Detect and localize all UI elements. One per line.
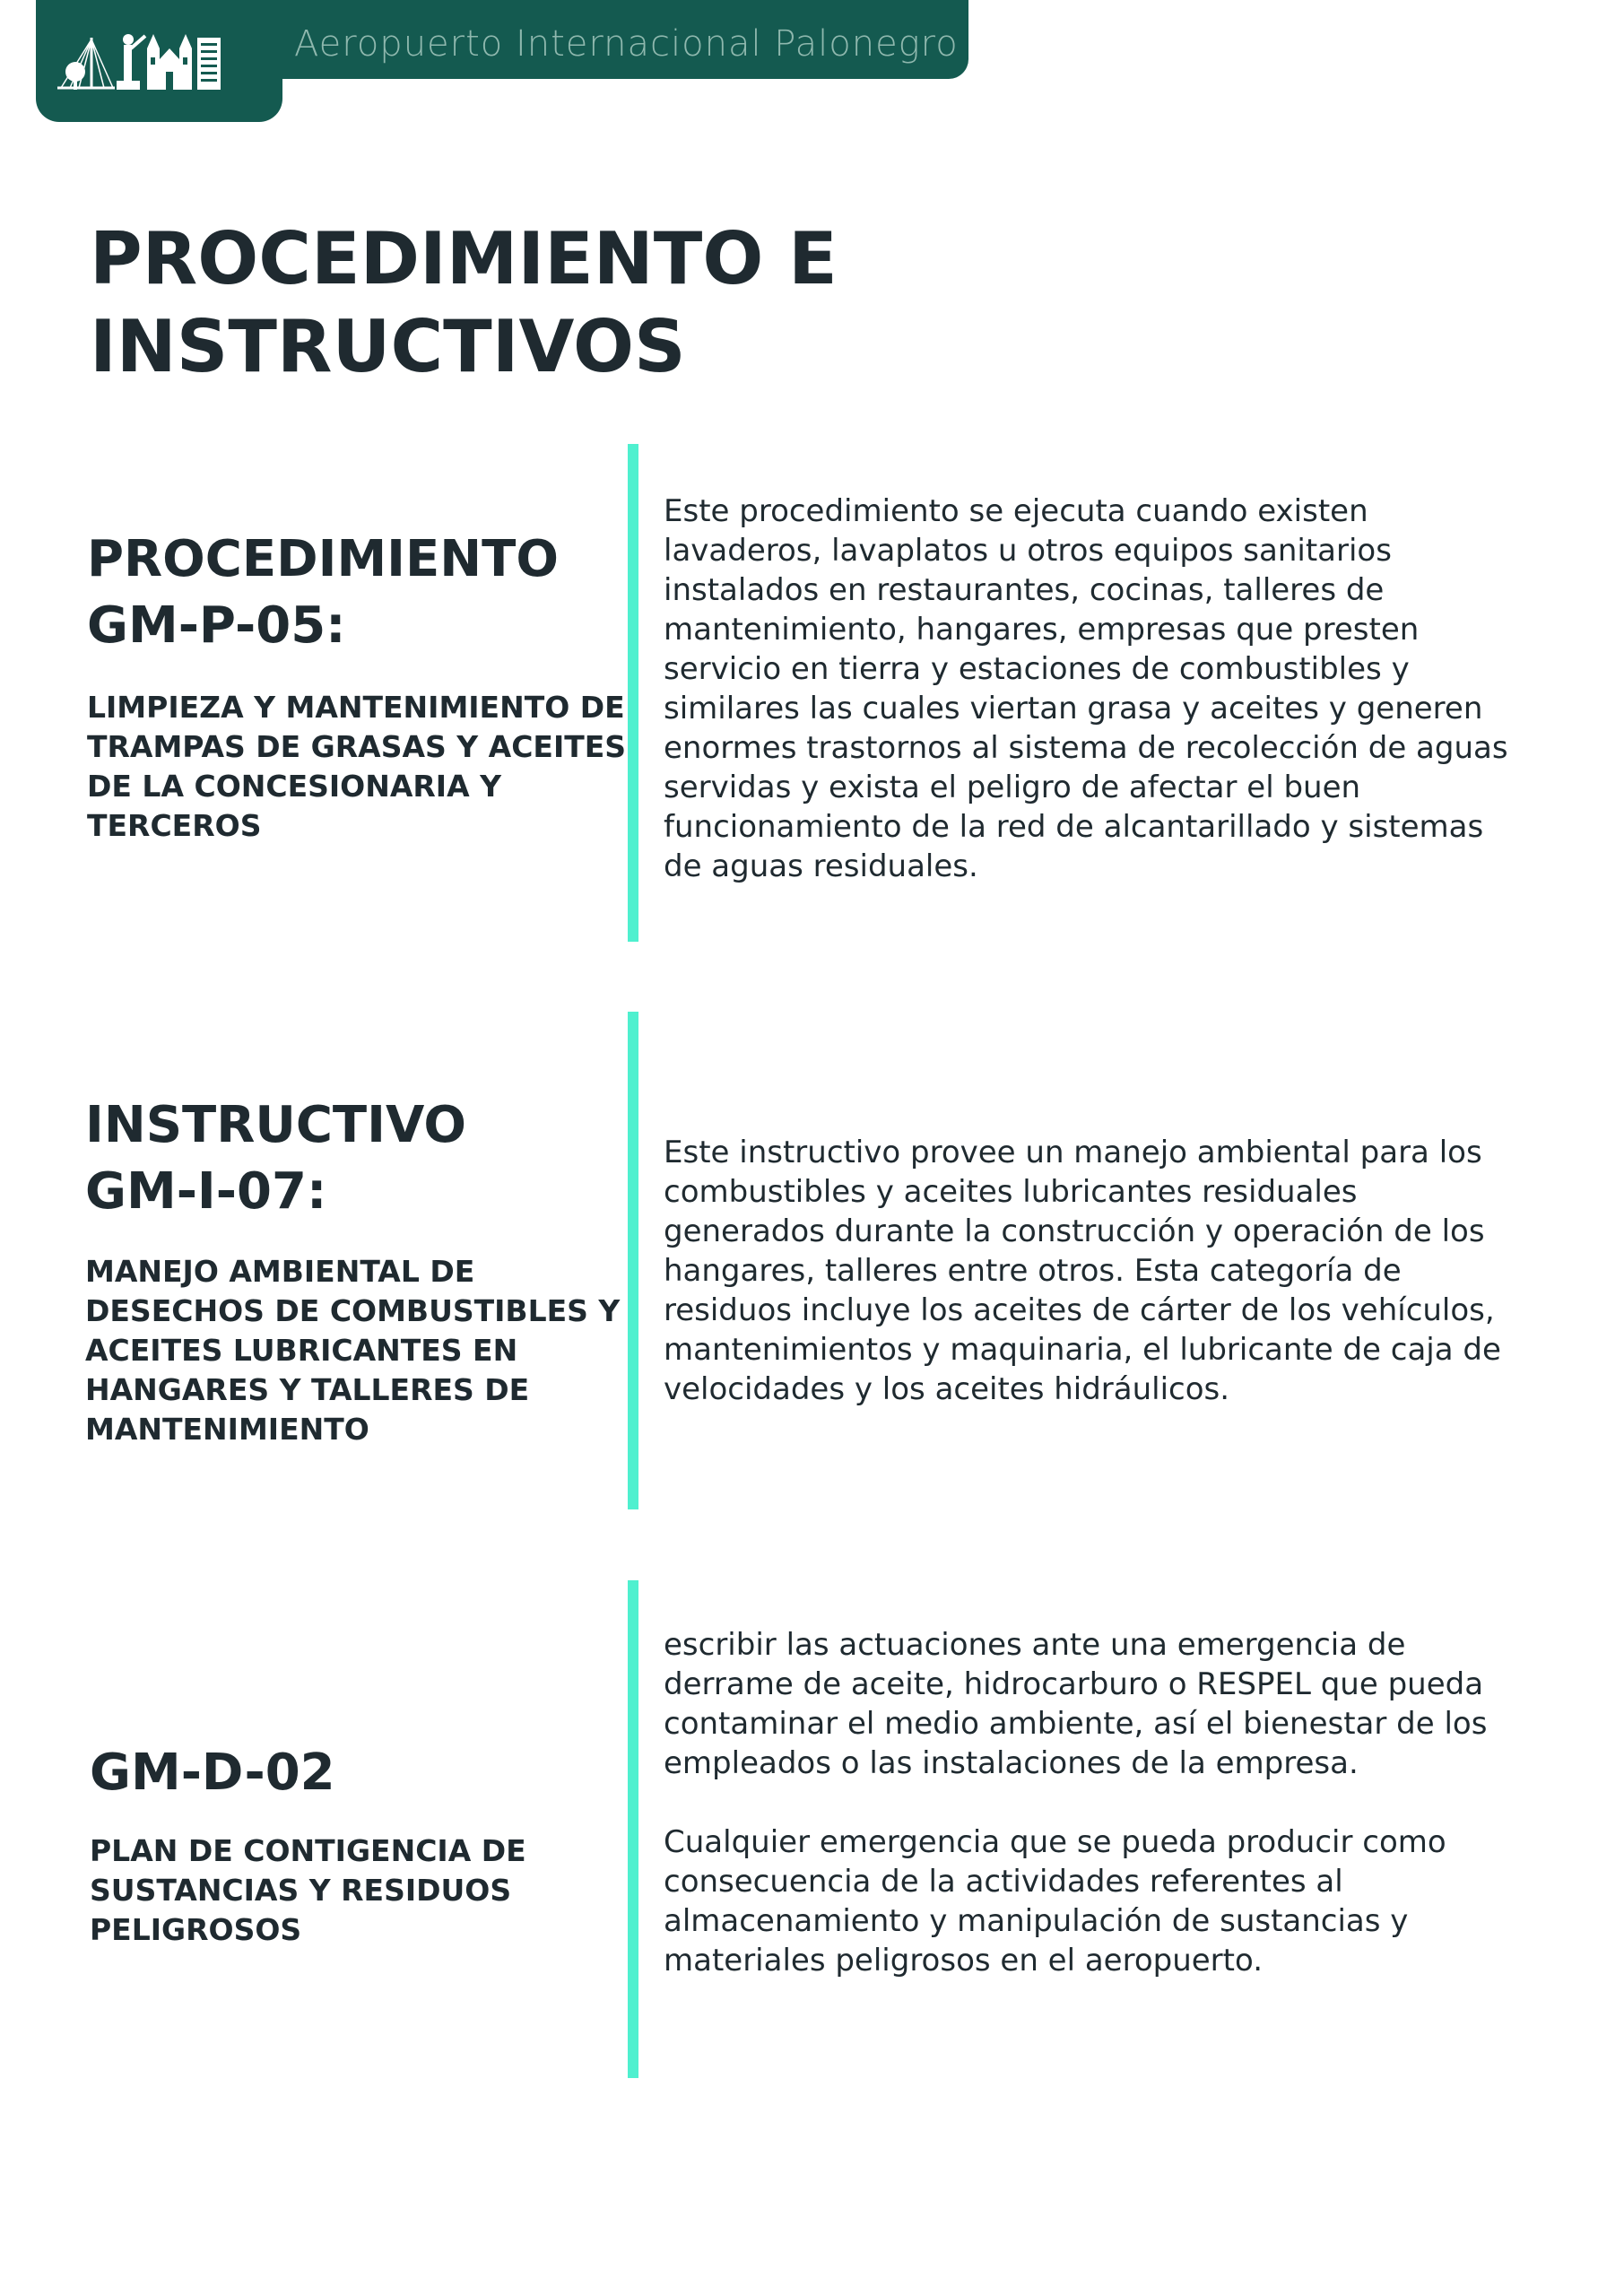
- description-line: lavaderos, lavaplatos u otros equipos sanitarios: [664, 533, 1392, 569]
- document-subtitle: [87, 688, 625, 846]
- document-subtitle: [90, 1831, 628, 1950]
- description-line: combustibles y aceites lubricantes residuales: [664, 1174, 1358, 1210]
- description-line: funcionamiento de la red de alcantarillado y sistemas: [664, 809, 1484, 845]
- description-line: almacenamiento y manipulación de sustancias y: [664, 1903, 1409, 1939]
- section-gm-p-05: [0, 444, 1624, 946]
- accent-divider: [628, 1012, 638, 1509]
- description-line: Cualquier emergencia que se pueda producir como: [664, 1824, 1446, 1860]
- subtitle-line: DESECHOS DE COMBUSTIBLES Y: [85, 1293, 621, 1328]
- paragraph-gap: [664, 1783, 1596, 1822]
- subtitle-line: MANTENIMIENTO: [85, 1412, 369, 1447]
- description-line: generados durante la construcción y operación de los: [664, 1213, 1485, 1249]
- document-code: [85, 1092, 623, 1225]
- document-code-line: GM-P-05:: [87, 596, 346, 655]
- description-line: escribir las actuaciones ante una emergencia de: [664, 1627, 1406, 1663]
- description-line: consecuencia de la actividades referentes al: [664, 1864, 1343, 1900]
- description-line: Este procedimiento se ejecuta cuando existen: [664, 493, 1368, 529]
- logo: [36, 0, 282, 122]
- section-heading: [87, 526, 625, 846]
- description-line: contaminar el medio ambiente, así el bienestar de los: [664, 1706, 1488, 1742]
- document-code: [90, 1740, 628, 1806]
- document-code-line: GM-D-02: [90, 1744, 335, 1802]
- section-heading: [85, 1092, 623, 1449]
- description-line: materiales peligrosos en el aeropuerto.: [664, 1943, 1263, 1979]
- subtitle-line: PELIGROSOS: [90, 1912, 302, 1947]
- section-gm-d-02: [0, 1580, 1624, 2083]
- document-subtitle: [85, 1252, 623, 1449]
- airport-name: Aeropuerto Internacional Palonegro: [294, 23, 959, 65]
- subtitle-line: PLAN DE CONTIGENCIA DE: [90, 1833, 526, 1868]
- description-line: servidas y exista el peligro de afectar el buen: [664, 770, 1361, 805]
- description-line: servicio en tierra y estaciones de combustibles y: [664, 651, 1410, 687]
- description-line: residuos incluye los aceites de cárter de los vehículos,: [664, 1292, 1495, 1328]
- page-title-line: PROCEDIMIENTO E: [90, 217, 838, 300]
- document-code: [87, 526, 625, 659]
- section-description: [664, 1625, 1596, 1980]
- document-code-line: GM-I-07:: [85, 1162, 327, 1221]
- subtitle-line: HANGARES Y TALLERES DE: [85, 1372, 530, 1407]
- description-line: mantenimientos y maquinaria, el lubricante de caja de: [664, 1332, 1501, 1368]
- accent-divider: [628, 444, 638, 942]
- description-line: Este instructivo provee un manejo ambiental para los: [664, 1135, 1482, 1170]
- section-heading: [90, 1740, 628, 1950]
- page-title: [90, 215, 986, 391]
- subtitle-line: DE LA CONCESIONARIA Y: [87, 769, 501, 804]
- page-title-line: INSTRUCTIVOS: [90, 305, 686, 388]
- section-description: [664, 1133, 1596, 1409]
- description-line: similares las cuales viertan grasa y aceites y generen: [664, 691, 1483, 726]
- subtitle-line: MANEJO AMBIENTAL DE: [85, 1254, 475, 1289]
- description-line: de aguas residuales.: [664, 848, 978, 884]
- description-line: instalados en restaurantes, cocinas, talleres de: [664, 572, 1385, 608]
- subtitle-line: LIMPIEZA Y MANTENIMIENTO DE: [87, 690, 625, 725]
- description-line: empleados o las instalaciones de la empresa.: [664, 1745, 1359, 1781]
- section-gm-i-07: [0, 1012, 1624, 1514]
- description-line: derrame de aceite, hidrocarburo o RESPEL que pueda: [664, 1666, 1484, 1702]
- subtitle-line: TRAMPAS DE GRASAS Y ACEITES: [87, 729, 627, 764]
- section-description: [664, 491, 1596, 886]
- subtitle-line: SUSTANCIAS Y RESIDUOS: [90, 1873, 512, 1908]
- subtitle-line: ACEITES LUBRICANTES EN: [85, 1333, 518, 1368]
- accent-divider: [628, 1580, 638, 2078]
- city-skyline-icon: [52, 18, 267, 108]
- description-line: hangares, talleres entre otros. Esta categoría de: [664, 1253, 1402, 1289]
- document-code-line: INSTRUCTIVO: [85, 1096, 466, 1154]
- description-line: enormes trastornos al sistema de recolección de aguas: [664, 730, 1508, 766]
- description-line: velocidades y los aceites hidráulicos.: [664, 1371, 1230, 1407]
- subtitle-line: TERCEROS: [87, 808, 262, 843]
- document-code-line: PROCEDIMIENTO: [87, 530, 559, 588]
- description-line: mantenimiento, hangares, empresas que presten: [664, 612, 1420, 648]
